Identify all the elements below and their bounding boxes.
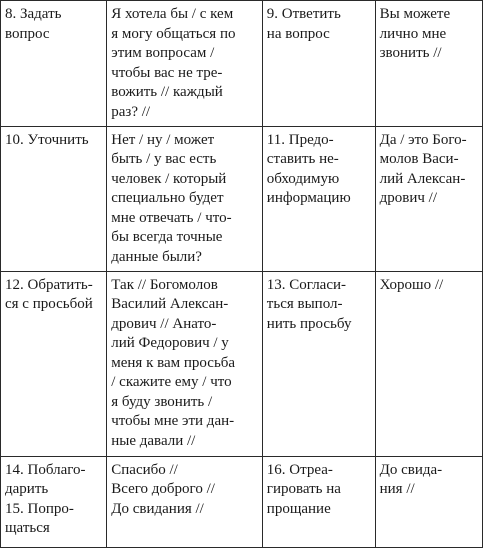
table-row xyxy=(1,1,483,127)
table-row xyxy=(1,456,483,547)
utterance-cell: Так // Богомолов Василий Алексан- дрович // Анато- лий Федорович / у меня к вам просьба / скажите ему / что я буду звонить / чтобы мне эти дан- ные давали // xyxy=(107,271,263,456)
table-row xyxy=(1,271,483,456)
speech-act-cell: 9. Ответить на вопрос xyxy=(262,1,375,127)
speech-act-cell: 10. Уточнить xyxy=(1,126,107,271)
speech-act-cell: 11. Предо- ставить не- обходимую информацию xyxy=(262,126,375,271)
speech-act-cell: 12. Обратить- ся с просьбой xyxy=(1,271,107,456)
speech-act-cell: 8. Задать вопрос xyxy=(1,1,107,127)
speech-act-cell: 16. Отреа- гировать на прощание xyxy=(262,456,375,547)
utterance-cell: Вы можете лично мне звонить // xyxy=(375,1,482,127)
table-row xyxy=(1,126,483,271)
utterance-cell: Спасибо // Всего доброго // До свидания // xyxy=(107,456,263,547)
utterance-cell: Нет / ну / может быть / у вас есть человек / который специально будет мне отвечать / что- бы всегда точные данные были? xyxy=(107,126,263,271)
speech-act-cell: 14. Поблаго- дарить 15. Попро- щаться xyxy=(1,456,107,547)
utterance-cell: Хорошо // xyxy=(375,271,482,456)
utterance-cell: Я хотела бы / с кем я могу общаться по этим вопросам / чтобы вас не тре- вожить // каждый раз? // xyxy=(107,1,263,127)
utterance-cell: До свида- ния // xyxy=(375,456,482,547)
utterance-cell: Да / это Бого- молов Васи- лий Алексан- дрович // xyxy=(375,126,482,271)
speech-act-cell: 13. Согласи- ться выпол- нить просьбу xyxy=(262,271,375,456)
